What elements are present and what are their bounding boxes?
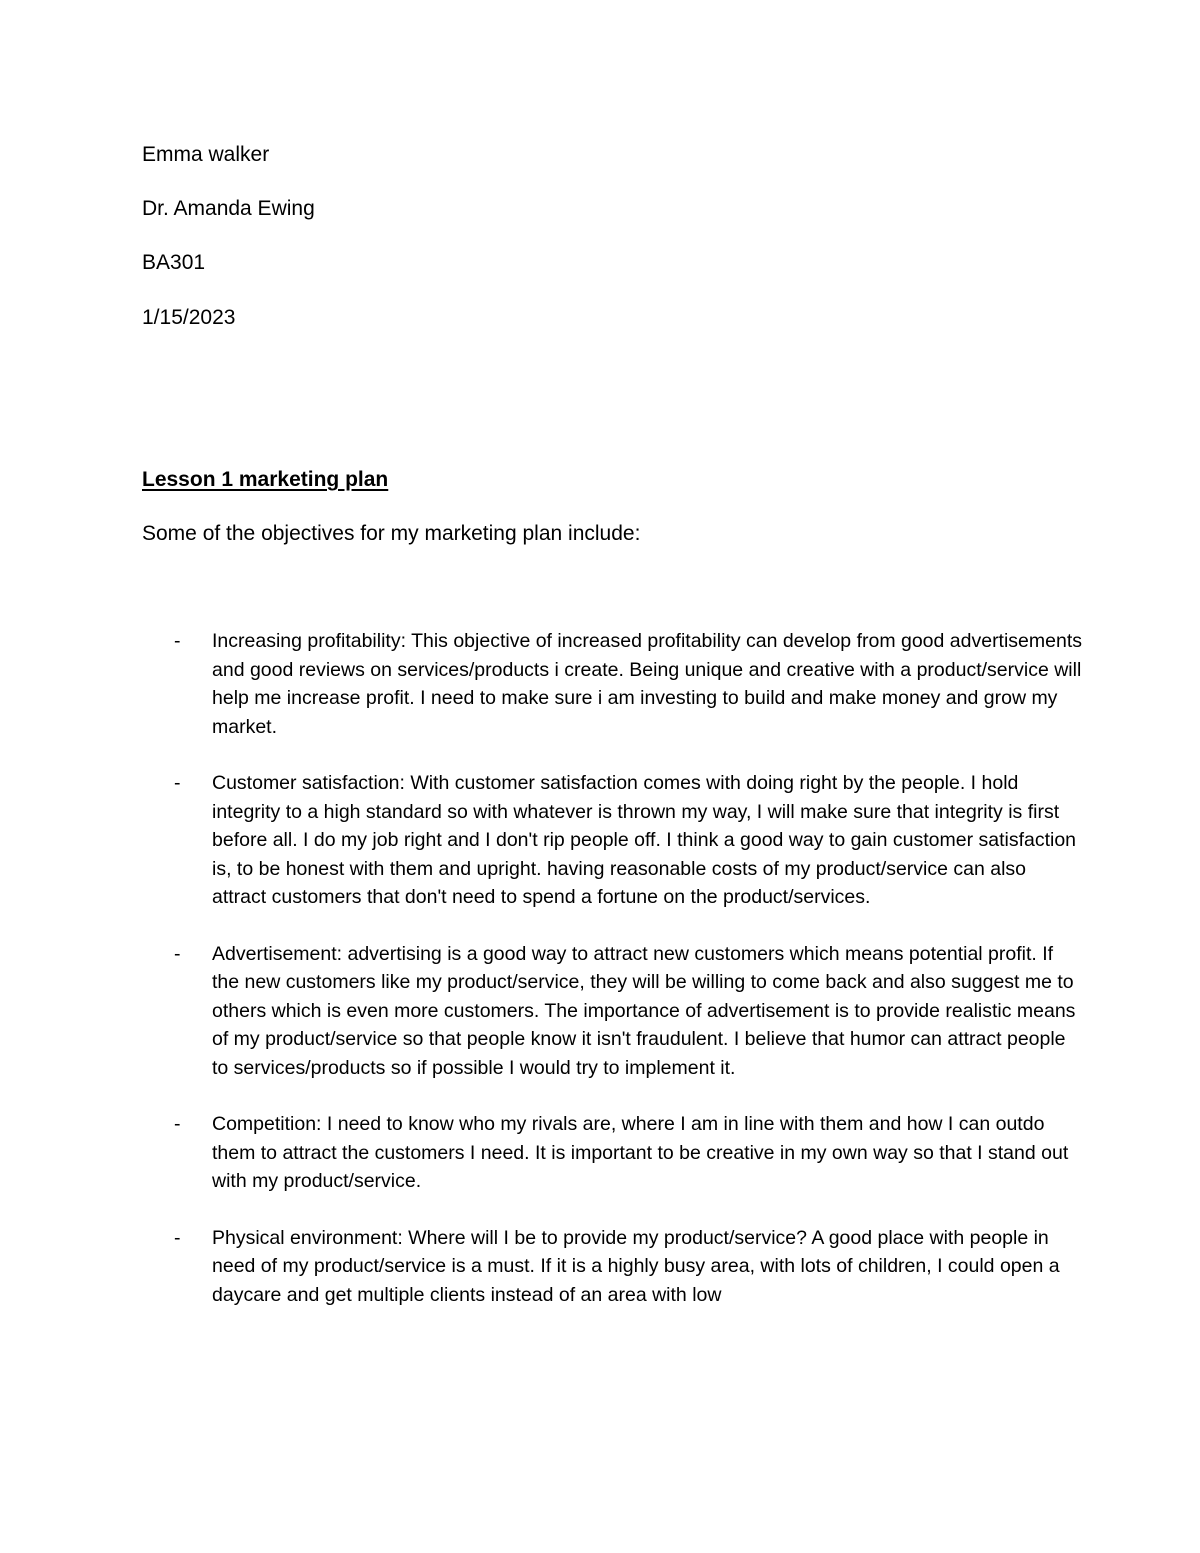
course-code: BA301 [142,251,206,274]
student-name: Emma walker [142,143,270,166]
objectives-list [142,627,1082,1337]
list-item [142,769,1082,912]
objective-text: Physical environment: Where will I be to provide my product/service? A good place with people in need of my product/service is a must. If it is a highly busy area, with lots of children, I could open a daycare and get multiple clients instead of an area with low [212,1226,1060,1306]
bullet-marker: - [174,942,181,965]
intro-paragraph: Some of the objectives for my marketing plan include: [142,522,641,545]
document-date: 1/15/2023 [142,306,236,329]
objective-text: Advertisement: advertising is a good way to attract new customers which means potential profit. If the new customers like my product/service, they will be willing to come back and also suggest me to others which is even more customers. The importance of advertisement is to provide realistic means of my product/service so that people know it isn't fraudulent. I believe that humor can attract people to services/products so if possible I would try to implement it. [212,942,1076,1079]
objective-text: Increasing profitability: This objective of increased profitability can develop from good advertisements and good reviews on services/products i create. Being unique and creative with a product/service will help me increase profit. I need to make sure i am investing to build and make money and grow my market. [212,630,1083,738]
list-item [142,940,1082,1083]
document-title: Lesson 1 marketing plan [142,468,389,491]
bullet-marker: - [174,630,181,652]
list-item [142,1224,1082,1310]
list-item [142,1110,1082,1196]
objective-text: Customer satisfaction: With customer satisfaction comes with doing right by the people. I hold integrity to a high standard so with whatever is thrown my way, I will make sure that integrity is first before all. I do my job right and I don't rip people off. I think a good way to gain customer satisfaction is, to be honest with them and upright. having reasonable costs of my product/service can also attract customers that don't need to spend a fortune on the product/services. [212,772,1077,908]
bullet-marker: - [174,1113,181,1135]
instructor-name: Dr. Amanda Ewing [142,197,315,220]
objective-text: Competition: I need to know who my rivals are, where I am in line with them and how I can outdo them to attract the customers I need. It is important to be creative in my own way so that I stand out with my product/service. [212,1113,1069,1192]
bullet-marker: - [174,1226,181,1249]
list-item [142,627,1082,741]
bullet-marker: - [174,772,181,794]
